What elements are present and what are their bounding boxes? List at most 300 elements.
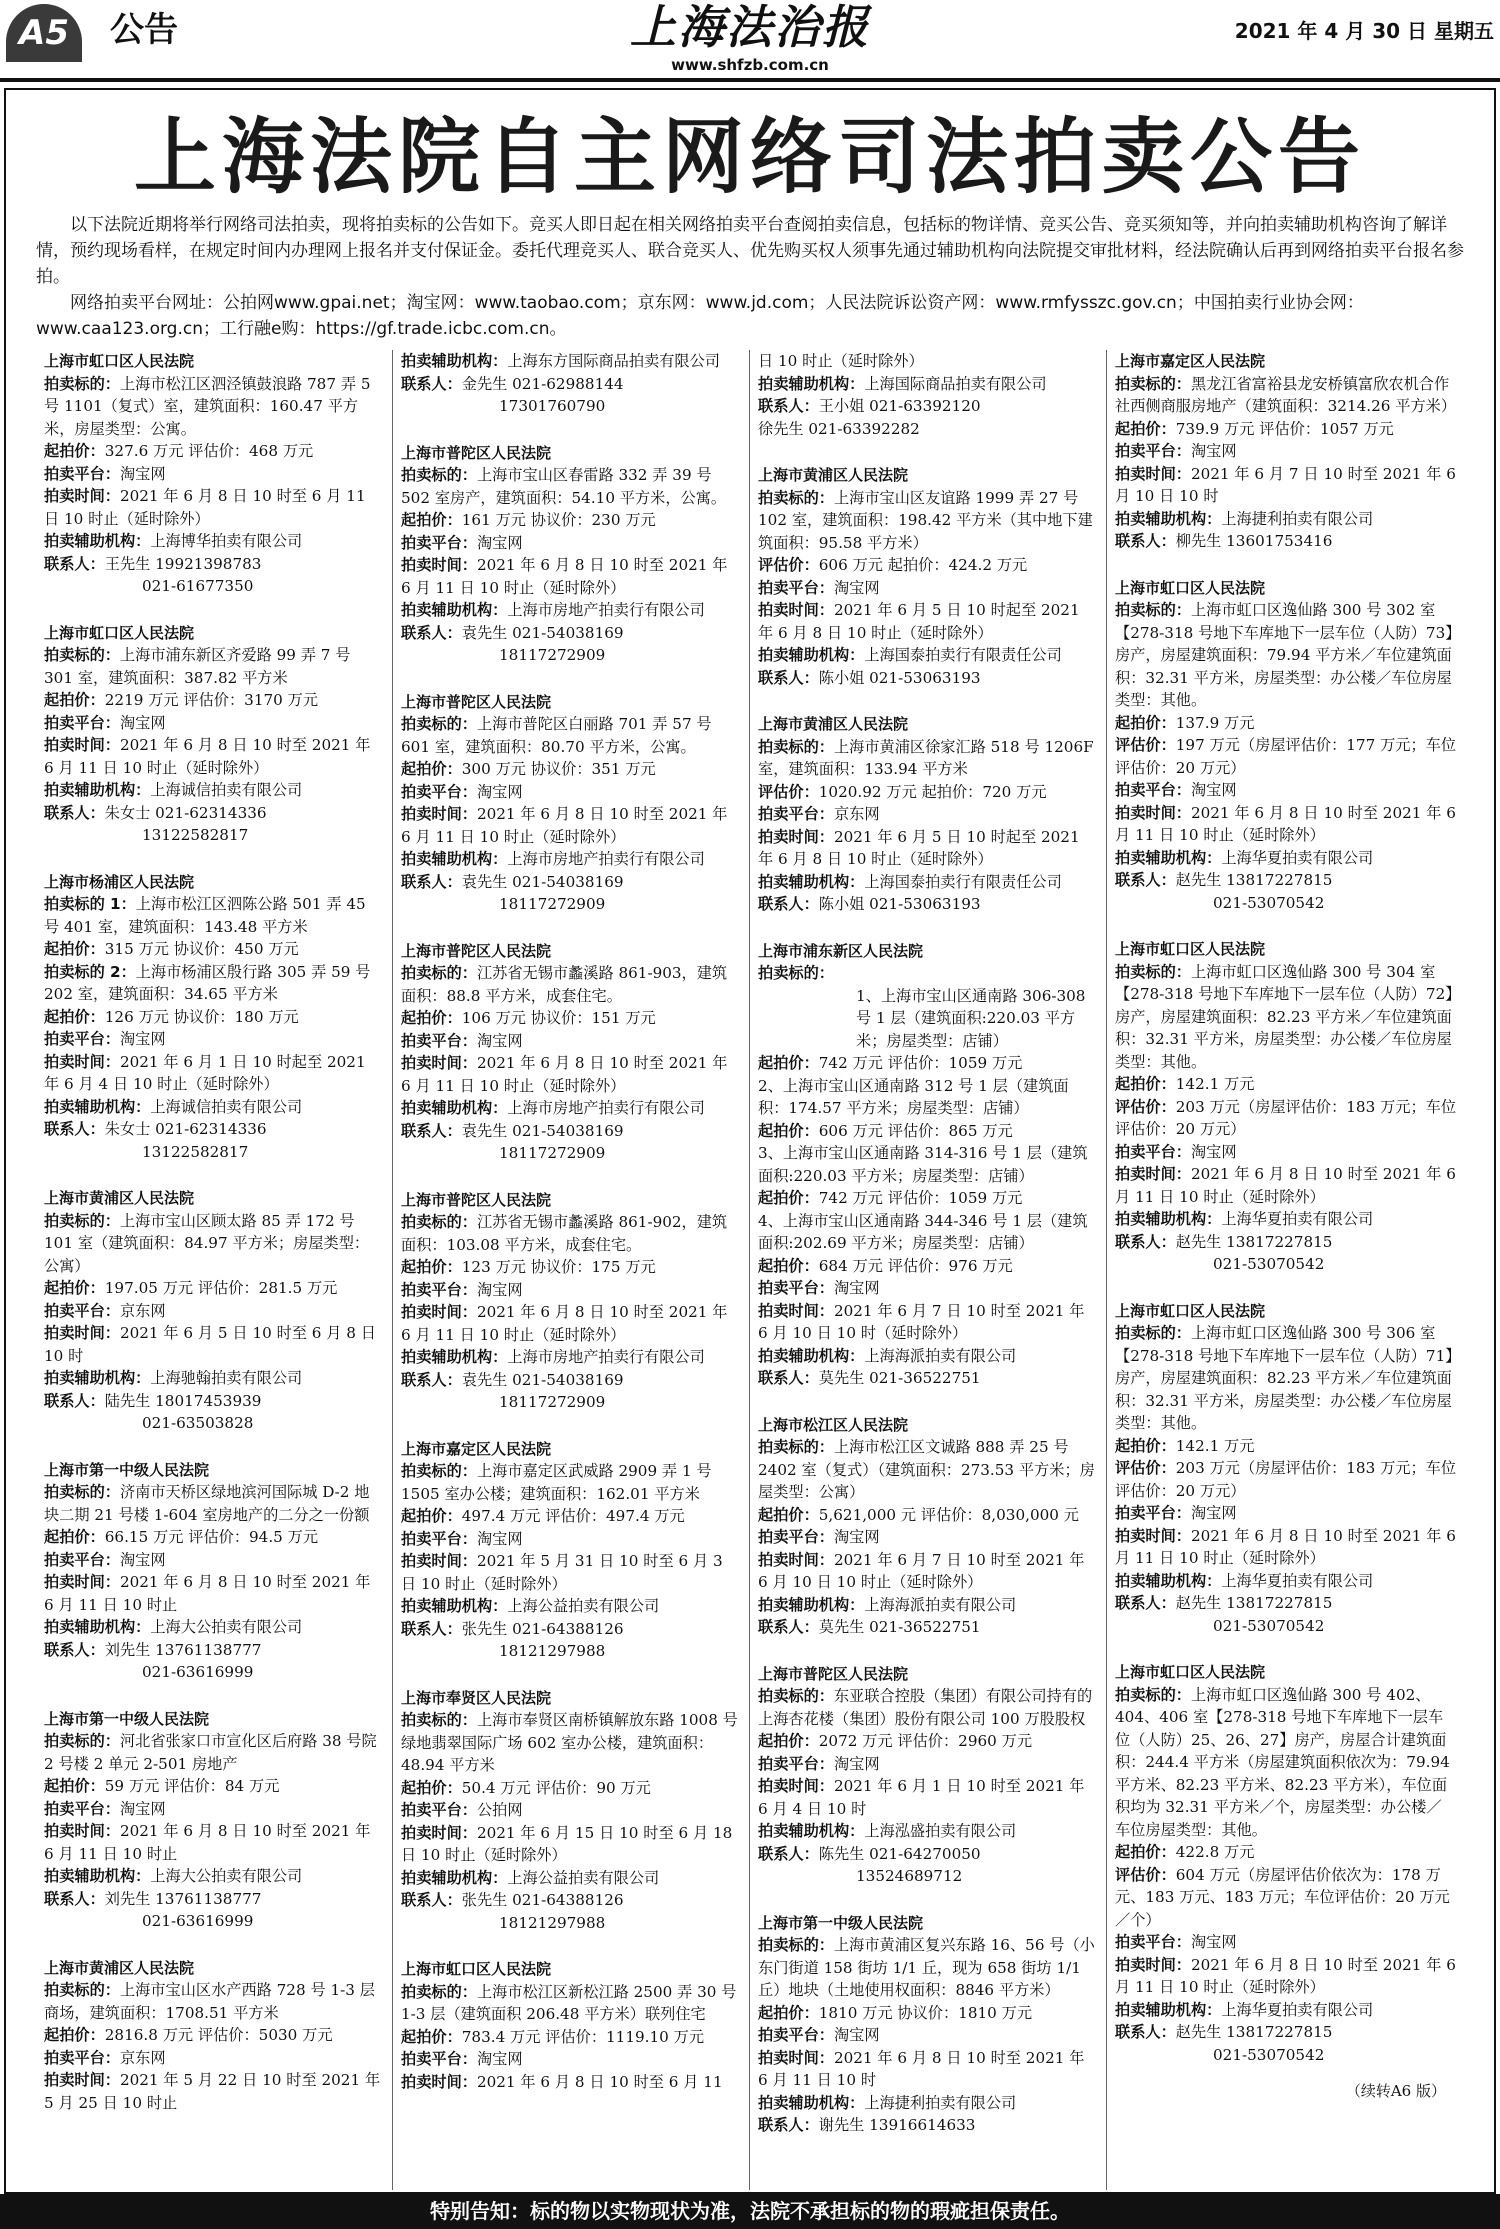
notice-field xyxy=(1115,508,1456,531)
auction-notice xyxy=(758,940,1098,1390)
field-value: 315 万元 协议价：450 万元 xyxy=(104,940,299,958)
notice-field xyxy=(1115,2044,1456,2067)
field-label: 起拍价： xyxy=(44,1007,105,1026)
field-value: 18117272909 xyxy=(499,646,606,664)
field-value: 袁先生 021-54038169 xyxy=(461,1370,624,1389)
notice-field xyxy=(401,1640,741,1663)
auction-notice xyxy=(44,622,384,847)
field-value: 赵先生 13817227815 xyxy=(1175,871,1333,889)
field-label: 拍卖平台： xyxy=(44,2048,120,2067)
field-value: 422.8 万元 xyxy=(1175,1843,1255,1861)
field-value: 淘宝网 xyxy=(1190,1142,1237,1161)
notice-field xyxy=(44,1639,384,1662)
field-value: 上海东方国际商品拍卖有限公司 xyxy=(507,352,720,370)
field-value: 上海国泰拍卖行有限责任公司 xyxy=(864,872,1062,891)
notice-field xyxy=(1115,712,1456,735)
field-value: 2021 年 6 月 8 日 10 时至 6 月 11 日 10 时止（延时除外） xyxy=(44,487,366,528)
field-label: 拍卖时间： xyxy=(44,1052,120,1071)
court-name: 上海市普陀区人民法院 xyxy=(401,443,552,462)
notice-field xyxy=(44,1820,384,1865)
notice-field xyxy=(758,1934,1098,2002)
field-label: 评估价： xyxy=(758,782,819,801)
notice-field xyxy=(1115,802,1456,847)
court-name: 上海市虹口区人民法院 xyxy=(44,352,195,370)
field-value: 赵先生 13817227815 xyxy=(1175,2023,1333,2041)
field-value: 上海诚信拍卖有限公司 xyxy=(150,1097,303,1116)
court-name: 上海市普陀区人民法院 xyxy=(401,941,552,960)
newspaper-logo: 上海法治报 xyxy=(630,0,870,54)
notice-field xyxy=(758,1820,1098,1843)
field-value: 2021 年 6 月 8 日 10 时至 2021 年 6 月 11 日 10 时止（延时除外） xyxy=(44,736,371,777)
auction-notice xyxy=(401,940,741,1165)
notice-field xyxy=(1115,1208,1456,1231)
field-label: 拍卖平台： xyxy=(401,1280,477,1299)
field-value: 606 万元 评估价：865 万元 xyxy=(818,1121,1013,1140)
field-label: 拍卖辅助机构： xyxy=(401,601,508,619)
field-label: 起拍价： xyxy=(401,1009,462,1027)
court-name: 上海市杨浦区人民法院 xyxy=(44,872,195,891)
field-label: 拍卖辅助机构： xyxy=(758,2093,865,2112)
field-value: 上海市虹口区逸仙路 300 号 402、404、406 室【278-318 号地下车库地下一层车位（人防）25、26、27】房产，房屋合计建筑面积：244.4 平方米（房屋建筑面积依次为：79.94 平方米、82.23 平方米、82.23 平方米），车位面积均为 32.31 平方米／个，房屋类型：办公楼／车位房屋类型：其他。 xyxy=(1115,1685,1450,1839)
field-label: 拍卖时间： xyxy=(758,601,834,619)
field-label: 拍卖时间： xyxy=(1115,1955,1191,1974)
notice-field xyxy=(401,848,741,871)
field-value: 江苏省无锡市蠡溪路 861-903，建筑面积：88.8 平方米，成套住宅。 xyxy=(401,964,728,1005)
field-label: 拍卖标的： xyxy=(1115,601,1191,619)
field-value: 5,621,000 元 评估价：8,030,000 元 xyxy=(818,1505,1079,1524)
field-label: 拍卖标的： xyxy=(401,1982,477,2001)
field-label: 拍卖标的： xyxy=(758,964,834,982)
field-label: 拍卖辅助机构： xyxy=(401,850,508,868)
notice-field xyxy=(401,1007,741,1030)
notice-field xyxy=(401,871,741,894)
notice-field xyxy=(44,2047,384,2070)
field-value: 上海捷利拍卖有限公司 xyxy=(864,2093,1017,2112)
field-label: 起拍价： xyxy=(758,1054,819,1072)
field-label: 起拍价： xyxy=(401,1778,462,1797)
field-value: 淘宝网 xyxy=(476,1280,523,1299)
notice-field xyxy=(44,1141,384,1164)
court-name: 上海市黄浦区人民法院 xyxy=(44,1189,195,1207)
field-value: 021-63616999 xyxy=(142,1912,254,1930)
field-value: 上海市浦东新区齐爱路 99 弄 7 号 301 室，建筑面积：387.82 平方米 xyxy=(44,646,351,687)
notice-field xyxy=(401,1301,741,1346)
notice-field xyxy=(401,1369,741,1392)
field-label: 联系人： xyxy=(401,872,462,891)
field-label: 联系人： xyxy=(44,554,105,573)
field-value: 淘宝网 xyxy=(833,578,880,597)
court-name: 上海市黄浦区人民法院 xyxy=(44,1958,195,1977)
field-value: 59 万元 评估价：84 万元 xyxy=(104,1777,280,1795)
court-name: 上海市普陀区人民法院 xyxy=(401,1190,552,1209)
field-label: 拍卖平台： xyxy=(44,1550,120,1569)
field-label: 拍卖辅助机构： xyxy=(44,781,151,799)
field-value: 淘宝网 xyxy=(1190,1933,1237,1951)
field-label: 拍卖时间： xyxy=(44,1573,120,1591)
field-label: 联系人： xyxy=(44,1889,105,1908)
field-label: 拍卖辅助机构： xyxy=(44,1618,151,1636)
notice-field xyxy=(758,554,1098,577)
notice-field xyxy=(1115,418,1456,441)
column-1 xyxy=(36,350,393,2190)
notice-field xyxy=(44,1412,384,1435)
field-value: 2021 年 6 月 8 日 10 时至 2021 年 6 月 11 日 10 时止（延时除外） xyxy=(401,805,728,846)
notice-field xyxy=(44,530,384,553)
field-value: 赵先生 13817227815 xyxy=(1175,1232,1333,1251)
notice-field xyxy=(1115,1931,1456,1954)
field-value: 淘宝网 xyxy=(476,2050,523,2068)
field-value: 021-53070542 xyxy=(1213,1255,1325,1273)
field-label: 联系人： xyxy=(1115,532,1176,550)
field-label: 拍卖平台： xyxy=(1115,442,1191,460)
notice-field xyxy=(401,1460,741,1505)
field-value: 742 万元 评估价：1059 万元 xyxy=(818,1054,1023,1072)
field-label: 拍卖标的 1： xyxy=(44,895,136,913)
field-label: 起拍价： xyxy=(401,2027,462,2046)
field-value: 上海华夏拍卖有限公司 xyxy=(1221,1571,1374,1590)
field-label: 评估价： xyxy=(1115,736,1176,754)
auction-notice xyxy=(401,1438,741,1663)
field-label: 拍卖标的： xyxy=(758,1687,834,1705)
notice-title: 上海法院自主网络司法拍卖公告 xyxy=(133,110,1366,205)
field-label: 拍卖时间： xyxy=(1115,1526,1191,1545)
notice-field xyxy=(1115,1163,1456,1208)
field-value: 18117272909 xyxy=(499,1393,606,1411)
field-label: 评估价： xyxy=(1115,1459,1176,1477)
field-label: 拍卖时间： xyxy=(401,805,477,823)
notice-field xyxy=(44,961,384,1006)
masthead-rule xyxy=(0,78,1500,82)
notice-field xyxy=(1115,1141,1456,1164)
notice-field xyxy=(44,779,384,802)
notice-field xyxy=(1115,1615,1456,1638)
intro-text xyxy=(36,212,1466,342)
field-value: 淘宝网 xyxy=(1190,1504,1237,1522)
field-value: 陆先生 18017453939 xyxy=(104,1391,262,1410)
auction-notice xyxy=(44,1957,384,2115)
field-value: 上海海派拍卖有限公司 xyxy=(864,1346,1017,1365)
notice-field xyxy=(401,803,741,848)
notice-field xyxy=(1115,1096,1456,1141)
notice-field xyxy=(44,689,384,712)
notice-field xyxy=(401,1142,741,1165)
field-value: 13524689712 xyxy=(856,1867,963,1885)
court-name: 上海市第一中级人民法院 xyxy=(44,1460,210,1479)
field-value: 谢先生 13916614633 xyxy=(818,2116,976,2134)
field-value: 2021 年 6 月 5 日 10 时至 6 月 8 日 10 时 xyxy=(44,1324,376,1365)
field-label: 联系人： xyxy=(758,1844,819,1863)
notice-field xyxy=(44,1730,384,1775)
notice-field xyxy=(401,1097,741,1120)
notice-field xyxy=(758,1843,1098,1866)
field-value: 021-53070542 xyxy=(1213,893,1325,912)
field-label: 拍卖平台： xyxy=(1115,1504,1191,1522)
auction-notice xyxy=(1115,577,1456,915)
auction-notice xyxy=(401,1687,741,1935)
field-value: 2021 年 6 月 1 日 10 时至 2021 年 6 月 4 日 10 时 xyxy=(758,1777,1085,1818)
field-value: 2021 年 6 月 7 日 10 时至 2021 年 6 月 10 日 10 时 xyxy=(1115,464,1456,505)
notice-field xyxy=(44,1390,384,1413)
notice-field xyxy=(401,1256,741,1279)
field-value: 2021 年 6 月 8 日 10 时至 2021 年 6 月 11 日 10 时止（延时除外） xyxy=(1115,803,1456,844)
field-value: 莫先生 021-36522751 xyxy=(818,1618,981,1636)
field-value: 2021 年 6 月 8 日 10 时至 2021 年 6 月 11 日 10 时止（延时除外） xyxy=(401,1303,728,1344)
auction-notice xyxy=(44,1708,384,1933)
field-value: 莫先生 021-36522751 xyxy=(818,1369,981,1387)
field-label: 拍卖平台： xyxy=(1115,1933,1191,1951)
field-value: 2021 年 6 月 1 日 10 时起至 2021 年 6 月 4 日 10 时止（延时除外） xyxy=(44,1052,366,1093)
notice-field xyxy=(44,1526,384,1549)
field-label: 拍卖辅助机构： xyxy=(1115,509,1222,528)
field-value: 上海市奉贤区南桥镇解放东路 1008 号绿地翡翠国际广场 602 室办公楼，建筑面积：48.94 平方米 xyxy=(401,1711,738,1774)
court-name: 上海市虹口区人民法院 xyxy=(1115,1663,1266,1681)
notice-field xyxy=(758,1436,1098,1504)
notice-field xyxy=(401,644,741,667)
notice-field xyxy=(44,1367,384,1390)
field-value: 203 万元（房屋评估价：183 万元；车位评估价：20 万元） xyxy=(1115,1459,1457,1500)
field-value: 2021 年 5 月 22 日 10 时至 2021 年 5 月 25 日 10 时止 xyxy=(44,2071,381,2112)
notice-field xyxy=(401,1777,741,1800)
field-label: 拍卖平台： xyxy=(44,464,120,483)
field-value: 河北省张家口市宣化区后府路 38 号院 2 号楼 2 单元 2-501 房地产 xyxy=(44,1732,377,1773)
field-label: 拍卖时间： xyxy=(1115,464,1191,483)
field-label: 起拍价： xyxy=(44,2026,105,2044)
field-label: 起拍价： xyxy=(401,1507,462,1525)
notice-field xyxy=(758,2002,1098,2025)
notice-field xyxy=(758,1300,1098,1345)
field-value: 上海国泰拍卖行有限责任公司 xyxy=(864,646,1062,664)
field-label: 拍卖平台： xyxy=(758,1528,834,1546)
notice-field xyxy=(401,1595,741,1618)
notice-field xyxy=(44,2024,384,2047)
notice-field xyxy=(44,1775,384,1798)
field-label: 起拍价： xyxy=(1115,1436,1176,1455)
field-label: 联系人： xyxy=(1115,2023,1176,2041)
notice-field xyxy=(758,1142,1098,1187)
notice-field xyxy=(758,1775,1098,1820)
field-value: 2021 年 6 月 8 日 10 时至 2021 年 6 月 11 日 10 时止 xyxy=(44,1822,371,1863)
notice-field xyxy=(758,736,1098,781)
field-value: 1020.92 万元 起拍价：720 万元 xyxy=(818,782,1047,801)
field-label: 拍卖平台： xyxy=(758,2026,834,2044)
notice-field xyxy=(44,1549,384,1572)
notice-field xyxy=(758,599,1098,644)
notice-field xyxy=(1115,1435,1456,1458)
field-label: 联系人： xyxy=(758,895,819,913)
notice-field xyxy=(401,2071,741,2094)
notice-field xyxy=(758,1753,1098,1776)
field-value: 604 万元（房屋评估价依次为：178 万元、183 万元、183 万元；车位评估价：20 万元／个） xyxy=(1115,1865,1450,1929)
field-label: 起拍价： xyxy=(44,1279,105,1297)
field-value: 上海市松江区新松江路 2500 弄 30 号 1-3 层（建筑面积 206.48 平方米）联列住宅 xyxy=(401,1982,737,2023)
notice-field xyxy=(44,1798,384,1821)
field-label: 联系人： xyxy=(401,1619,462,1638)
field-label: 拍卖辅助机构： xyxy=(758,1346,865,1365)
field-value: 京东网 xyxy=(119,1301,166,1320)
newspaper-website: www.shfzb.com.cn xyxy=(671,56,829,74)
field-value: 上海市普陀区白丽路 701 弄 57 号 601 室，建筑面积：80.70 平方米，公寓。 xyxy=(401,715,712,756)
notice-field xyxy=(758,1120,1098,1143)
field-label: 拍卖时间： xyxy=(758,1301,834,1320)
notice-field xyxy=(758,1052,1098,1075)
field-value: 淘宝网 xyxy=(119,713,166,732)
field-label: 起拍价： xyxy=(44,442,105,460)
field-label: 拍卖标的 2： xyxy=(44,962,136,981)
masthead xyxy=(0,0,1500,80)
field-value: 上海市松江区泗陈公路 501 弄 45 号 401 室，建筑面积：143.48 平方米 xyxy=(44,895,366,936)
field-label: 拍卖标的： xyxy=(758,1936,834,1954)
field-label: 拍卖平台： xyxy=(401,1031,477,1050)
notice-field xyxy=(44,1277,384,1300)
field-label: 拍卖时间： xyxy=(401,1823,477,1842)
field-label: 拍卖时间： xyxy=(758,1550,834,1569)
field-value: 684 万元 评估价：976 万元 xyxy=(818,1256,1013,1275)
field-value: 13122582817 xyxy=(142,826,249,844)
field-value: 陈小姐 021-53063193 xyxy=(818,895,981,913)
field-value: 2021 年 6 月 5 日 10 时起至 2021 年 6 月 8 日 10 时止（延时除外） xyxy=(758,601,1080,642)
notice-field xyxy=(401,1981,741,2026)
field-value: 1810 万元 协议价：1810 万元 xyxy=(818,2003,1033,2022)
field-value: 淘宝网 xyxy=(833,1528,880,1546)
notice-field xyxy=(1115,1525,1456,1570)
notice-field xyxy=(401,1279,741,1302)
field-value: 2816.8 万元 评估价：5030 万元 xyxy=(104,2026,333,2044)
field-value: 日 10 时止（延时除外） xyxy=(758,352,924,370)
court-name: 上海市嘉定区人民法院 xyxy=(1115,352,1266,370)
notice-field xyxy=(1115,961,1456,1074)
field-label: 拍卖标的： xyxy=(401,715,477,733)
field-value: 106 万元 协议价：151 万元 xyxy=(461,1009,656,1027)
field-label: 起拍价： xyxy=(401,760,462,778)
field-value: 淘宝网 xyxy=(1190,781,1237,799)
notice-field xyxy=(44,1571,384,1616)
court-name: 上海市虹口区人民法院 xyxy=(1115,1301,1266,1320)
notice-field xyxy=(401,781,741,804)
notice-field xyxy=(1115,463,1456,508)
field-label: 拍卖时间： xyxy=(44,736,120,754)
notice-field xyxy=(1115,1253,1456,1276)
notice-field xyxy=(44,575,384,598)
field-value: 淘宝网 xyxy=(476,533,523,552)
field-value: 2021 年 6 月 8 日 10 时至 6 月 11 xyxy=(476,2072,723,2091)
auction-notice xyxy=(758,1912,1098,2137)
notice-field xyxy=(44,440,384,463)
field-value: 021-63503828 xyxy=(142,1414,254,1432)
field-value: 京东网 xyxy=(119,2048,166,2067)
notice-field xyxy=(758,962,1098,985)
field-value: 柳先生 13601753416 xyxy=(1175,532,1333,550)
notice-field xyxy=(44,734,384,779)
field-label: 拍卖标的： xyxy=(44,1732,120,1750)
notice-field xyxy=(1115,373,1456,418)
field-value: 2021 年 6 月 8 日 10 时至 2021 年 6 月 11 日 10 时 xyxy=(758,2048,1085,2089)
field-value: 淘宝网 xyxy=(119,1550,166,1569)
field-value: 2021 年 6 月 7 日 10 时至 2021 年 6 月 10 日 10 时止（延时除外） xyxy=(758,1550,1085,1591)
field-label: 拍卖辅助机构： xyxy=(401,1099,508,1117)
notice-field xyxy=(401,1528,741,1551)
notice-field xyxy=(401,554,741,599)
notice-field xyxy=(44,1322,384,1367)
footer-notice: 特别告知：标的物以实物现状为准，法院不承担标的物的瑕疵担保责任。 xyxy=(0,2194,1500,2229)
notice-field xyxy=(758,1865,1098,1888)
field-value: 淘宝网 xyxy=(119,464,166,483)
notice-field xyxy=(758,1549,1098,1594)
field-value: 王小姐 021-63392120 xyxy=(818,397,981,415)
field-value: 18117272909 xyxy=(499,895,606,913)
field-label: 拍卖辅助机构： xyxy=(401,1868,508,1887)
field-label: 拍卖标的： xyxy=(758,737,834,756)
notice-field xyxy=(758,577,1098,600)
field-label: 拍卖平台： xyxy=(758,805,834,823)
notice-field xyxy=(401,1505,741,1528)
field-value: 18117272909 xyxy=(499,1144,606,1162)
field-label: 拍卖时间： xyxy=(44,1822,120,1840)
field-value: 742 万元 评估价：1059 万元 xyxy=(818,1189,1023,1207)
field-label: 拍卖标的： xyxy=(1115,1685,1191,1704)
field-label: 拍卖平台： xyxy=(401,782,477,801)
field-value: 021-63616999 xyxy=(142,1663,254,1681)
field-value: 王先生 19921398783 xyxy=(104,554,262,573)
field-value: 783.4 万元 评估价：1119.10 万元 xyxy=(461,2027,705,2046)
column-2 xyxy=(393,350,750,2190)
court-name: 上海市第一中级人民法院 xyxy=(44,1709,210,1728)
field-value: 上海市宝山区顾太路 85 弄 172 号 101 室（建筑面积：84.97 平方米；房屋类型：公寓） xyxy=(44,1211,370,1275)
notice-field xyxy=(758,1345,1098,1368)
continued-note: （续转A6 版） xyxy=(1345,2082,1446,2100)
notice-field xyxy=(758,1526,1098,1549)
field-value: 上海市松江区泗泾镇鼓浪路 787 弄 5 号 1101（复式）室，建筑面积：160.47 平方米，房屋类型：公寓。 xyxy=(44,374,371,438)
field-value: 淘宝网 xyxy=(1190,442,1237,460)
field-label: 联系人： xyxy=(758,397,819,415)
notice-field xyxy=(1115,847,1456,870)
notice-field xyxy=(1115,869,1456,892)
auction-notice xyxy=(1115,350,1456,553)
field-label: 拍卖辅助机构： xyxy=(1115,848,1222,867)
field-label: 拍卖时间： xyxy=(401,1054,477,1072)
notice-field xyxy=(1115,734,1456,779)
field-label: 联系人： xyxy=(401,1121,462,1140)
field-value: 上海市房地产拍卖行有限公司 xyxy=(507,1348,705,1366)
field-value: 2、上海市宝山区通南路 312 号 1 层（建筑面积：174.57 平方米；房屋类型：店铺） xyxy=(758,1076,1069,1117)
notice-field xyxy=(44,938,384,961)
auction-notice xyxy=(401,1958,741,2093)
field-label: 拍卖辅助机构： xyxy=(758,374,865,393)
field-value: 上海华夏拍卖有限公司 xyxy=(1221,1210,1374,1228)
notice-field xyxy=(758,373,1098,396)
field-value: 2021 年 6 月 15 日 10 时至 6 月 18 日 10 时止（延时除外） xyxy=(401,1823,733,1864)
notice-field xyxy=(44,2069,384,2114)
notice-field xyxy=(401,1709,741,1777)
court-name: 上海市虹口区人民法院 xyxy=(401,1960,552,1978)
notice-field xyxy=(758,644,1098,667)
field-label: 起拍价： xyxy=(44,1777,105,1795)
notice-field xyxy=(44,373,384,441)
notice-field xyxy=(1115,1841,1456,1864)
notice-field xyxy=(758,1504,1098,1527)
notice-field xyxy=(44,1979,384,2024)
field-label: 拍卖平台： xyxy=(44,1030,120,1048)
notice-field xyxy=(401,509,741,532)
court-name: 上海市浦东新区人民法院 xyxy=(758,941,924,960)
notice-field xyxy=(758,350,1098,373)
notice-field xyxy=(44,712,384,735)
field-value: 上海海派拍卖有限公司 xyxy=(864,1595,1017,1614)
field-value: 上海驰翰拍卖有限公司 xyxy=(150,1369,303,1387)
field-label: 拍卖标的： xyxy=(44,374,120,393)
field-value: 4、上海市宝山区通南路 344-346 号 1 层（建筑面积:202.69 平方米；房屋类型：店铺） xyxy=(758,1211,1088,1252)
field-label: 拍卖时间： xyxy=(44,2071,120,2089)
field-label: 联系人： xyxy=(44,1391,105,1410)
